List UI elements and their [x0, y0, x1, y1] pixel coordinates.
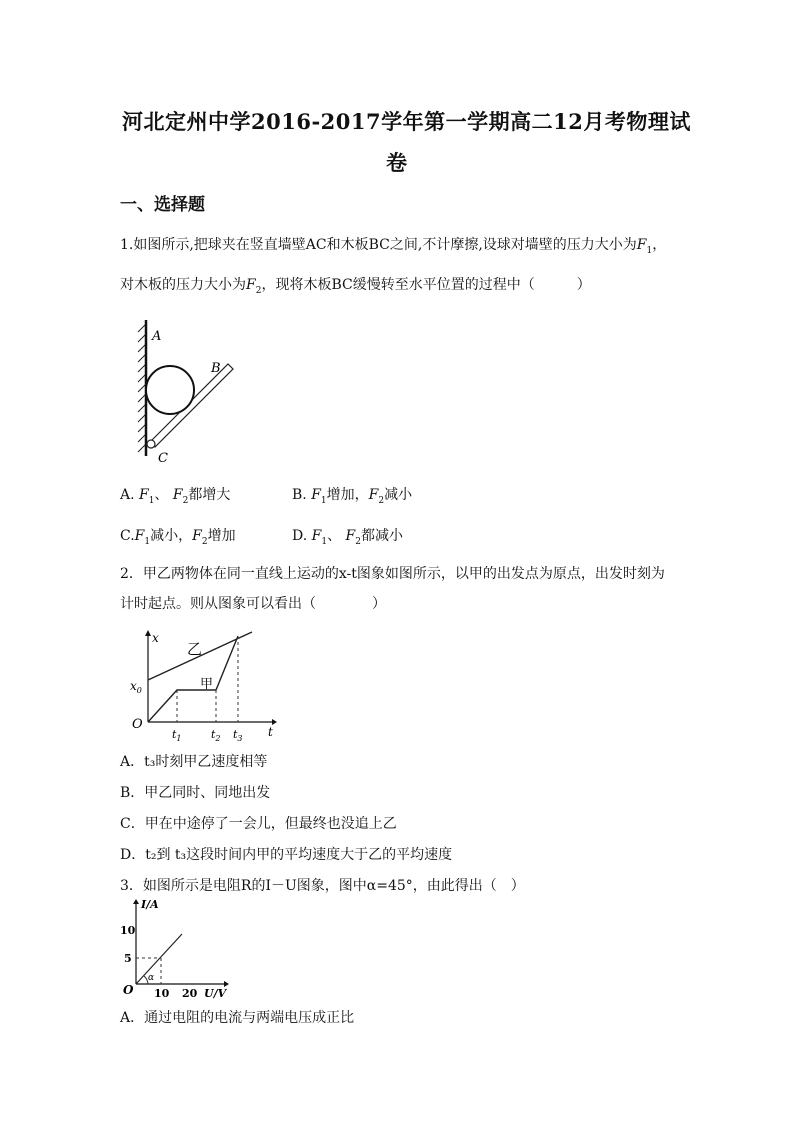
q1-option-b[interactable] [292, 484, 412, 506]
label-c: C [158, 451, 168, 466]
axis-label-u: U/V [204, 987, 227, 1000]
q1-f1: F [636, 237, 647, 253]
q1-line2-tail: ，现将木板BC缓慢转至水平位置的过程中（ ） [261, 277, 591, 293]
option-end: 都增大 [188, 487, 231, 503]
t3-label-main: t [233, 728, 238, 741]
origin-label: O [132, 717, 143, 732]
f1-sub: 1 [321, 536, 328, 547]
f2-sub: 2 [201, 536, 208, 547]
q2-option-a[interactable]: A．t₃时刻甲乙速度相等 [120, 754, 268, 770]
q1-f1-sub: 1 [646, 245, 653, 256]
axis-label-i: I/A [141, 898, 159, 911]
q2-option-b[interactable]: B．甲乙同时、同地出发 [120, 785, 271, 801]
ball [146, 366, 194, 414]
q2-option-d[interactable]: D．t₂到 t₃这段时间内甲的平均速度大于乙的平均速度 [120, 847, 453, 863]
axis-label-t: t [268, 725, 273, 739]
t2-label [211, 728, 221, 742]
option-mid: 减小， [150, 528, 193, 544]
t1-label-main: t [172, 728, 177, 741]
hinge-c [147, 440, 155, 448]
q3-option-a[interactable]: A．通过电阻的电流与两端电压成正比 [120, 1010, 355, 1026]
tick-10: 10 [120, 924, 136, 937]
q3-iu-graph [116, 896, 232, 1000]
x-axis-arrow [145, 630, 151, 636]
q1-option-a[interactable] [120, 484, 230, 506]
f1-sub: 1 [148, 495, 155, 506]
x0-label [130, 679, 142, 695]
t1-label-sub: 1 [176, 734, 182, 742]
t2-label-sub: 2 [215, 734, 221, 742]
option-end: 都减小 [361, 528, 403, 544]
f1-symbol: F [311, 528, 322, 544]
axis-label-x: x [152, 631, 159, 645]
page-title: 河北定州中学2016-2017学年第一学期高二12月考物理试 [122, 109, 691, 134]
q2-line2: 计时起点。则从图象可以看出（ ） [120, 596, 386, 612]
q1-f2: F [246, 277, 256, 293]
option-mid: 、 [154, 487, 169, 503]
option-end: 增加 [207, 528, 236, 544]
origin-label: O [123, 983, 134, 997]
f2-symbol: F [192, 528, 202, 544]
q1-line1 [120, 234, 666, 256]
option-letter: B. [292, 487, 307, 503]
x0-label-main: x [130, 679, 137, 693]
option-mid: 、 [327, 528, 342, 544]
tick-u-10: 10 [154, 987, 170, 1000]
section-heading: 一、选择题 [120, 195, 205, 215]
i-axis-arrow [133, 899, 139, 904]
f1-sub: 1 [320, 495, 327, 506]
option-letter: D. [292, 528, 308, 544]
f2-symbol: F [345, 528, 356, 544]
option-end: 减小 [384, 487, 413, 503]
t3-label [233, 728, 243, 742]
tick-5: 5 [124, 952, 132, 965]
t1-label [172, 728, 182, 742]
q1-line1-text: 1.如图所示,把球夹在竖直墙壁AC和木板BC之间,不计摩擦,设球对墙壁的压力大小为 [120, 237, 637, 253]
alpha-label: α [148, 973, 155, 983]
f2-symbol: F [172, 487, 183, 503]
f1-symbol: F [139, 487, 149, 503]
q1-option-c[interactable] [120, 525, 236, 547]
q2-xt-graph [124, 624, 280, 742]
f2-symbol: F [368, 487, 379, 503]
option-letter: A. [120, 487, 135, 503]
label-b: B [211, 361, 221, 376]
t3-label-sub: 3 [237, 734, 243, 742]
iu-line [136, 934, 182, 984]
option-letter: C. [120, 528, 135, 544]
q1-line2-text: 对木板的压力大小为 [120, 277, 246, 293]
q1-line2 [120, 274, 591, 296]
x0-label-sub: 0 [136, 686, 142, 695]
f1-symbol: F [311, 487, 321, 503]
q2-line1: 2．甲乙两物体在同一直线上运动的x-t图象如图所示，以甲的出发点为原点，出发时刻为 [120, 566, 665, 582]
t2-label-main: t [211, 728, 216, 741]
q1-option-d[interactable] [292, 525, 403, 547]
tick-u-20: 20 [182, 987, 198, 1000]
f1-symbol: F [134, 528, 145, 544]
q1-f1-comma: ， [652, 237, 667, 253]
f2-sub: 2 [378, 495, 385, 506]
q2-option-c[interactable]: C．甲在中途停了一会儿，但最终也没追上乙 [120, 816, 397, 832]
label-yi: 乙 [187, 640, 203, 658]
label-jia: 甲 [200, 677, 214, 692]
f1-sub: 1 [144, 536, 151, 547]
q3-line1: 3．如图所示是电阻R的I－U图象，图中α=45°，由此得出（ ） [120, 878, 525, 894]
label-a: A [152, 329, 162, 344]
option-mid: 增加， [326, 487, 369, 503]
f2-sub: 2 [182, 495, 189, 506]
page-title-continuation: 卷 [386, 150, 408, 175]
q1-f2-sub: 2 [255, 285, 262, 296]
f2-sub: 2 [355, 536, 361, 547]
q1-figure [112, 314, 252, 470]
